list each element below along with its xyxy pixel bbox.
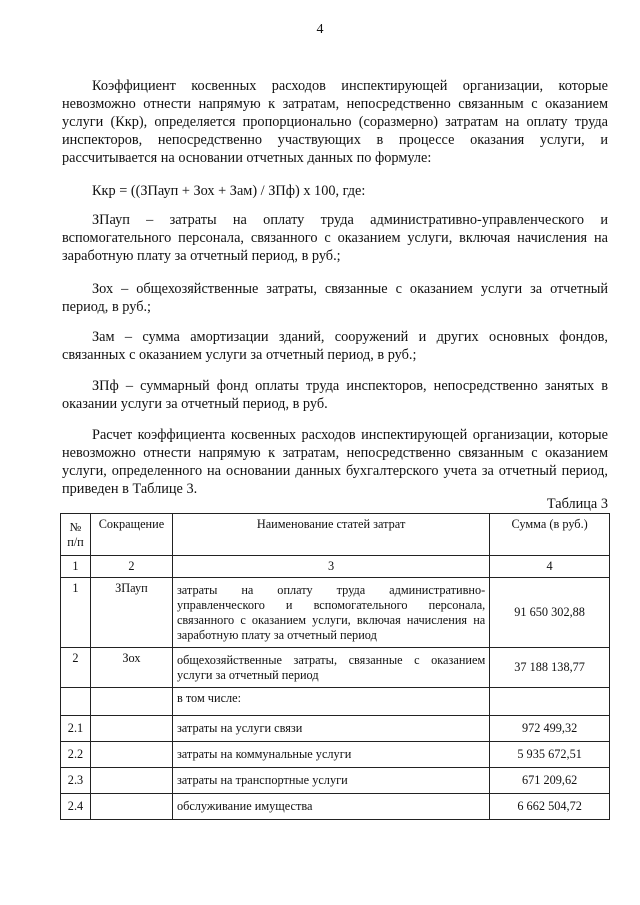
row-num: 2.4 — [61, 794, 91, 820]
paragraph-zoh: Зох – общехозяйственные затраты, связанные с оказанием услуги за отчетный период, в руб.; — [62, 281, 608, 315]
row-abbr — [90, 742, 172, 768]
index-cell: 2 — [90, 556, 172, 578]
row-sum: 972 499,32 — [490, 716, 610, 742]
row-name: затраты на оплату труда административно-управленческого и вспомогательного персонала, связанного с оказанием услуги, включая начисления на заработную плату за отчетный период — [172, 578, 489, 648]
row-name: обслуживание имущества — [172, 794, 489, 820]
header-name: Наименование статей затрат — [172, 514, 489, 556]
row-num: 2.3 — [61, 768, 91, 794]
table-row — [61, 578, 610, 648]
row-num: 2 — [61, 648, 91, 688]
table-row — [61, 716, 610, 742]
row-abbr — [90, 768, 172, 794]
formula: Ккр = ((ЗПауп + Зох + Зам) / ЗПф) х 100, где: — [92, 183, 366, 199]
row-num — [61, 688, 91, 716]
header-abbr: Сокращение — [90, 514, 172, 556]
row-num: 2.1 — [61, 716, 91, 742]
row-num: 1 — [61, 578, 91, 648]
table-caption: Таблица 3 — [546, 496, 608, 512]
table-header-row — [61, 514, 610, 556]
row-name: общехозяйственные затраты, связанные с оказанием услуги за отчетный период — [172, 648, 489, 688]
paragraph-zpf: ЗПф – суммарный фонд оплаты труда инспекторов, непосредственно занятых в оказании услуги за отчетный период, в руб. — [62, 378, 608, 412]
header-sum: Сумма (в руб.) — [490, 514, 610, 556]
row-name: в том числе: — [172, 688, 489, 716]
header-num: № п/п — [61, 514, 91, 556]
index-cell: 1 — [61, 556, 91, 578]
table-row — [61, 768, 610, 794]
paragraph-intro: Коэффициент косвенных расходов инспектирующей организации, которые невозможно отнести напрямую к затратам, непосредственно связанным с оказанием услуги (Ккр), определяется пропорционально (соразмерно) затратам на оплату труда инспекторов, непосредственно участвующих в процессе оказания услуги, и рассчитывается на основании отчетных данных по формуле: — [62, 78, 608, 166]
row-num: 2.2 — [61, 742, 91, 768]
row-sum: 6 662 504,72 — [490, 794, 610, 820]
row-abbr: ЗПауп — [90, 578, 172, 648]
table-row — [61, 742, 610, 768]
cost-table — [60, 513, 610, 820]
row-sum: 37 188 138,77 — [490, 648, 610, 688]
row-sum: 5 935 672,51 — [490, 742, 610, 768]
table-row — [61, 688, 610, 716]
row-sum — [490, 688, 610, 716]
paragraph-calc: Расчет коэффициента косвенных расходов инспектирующей организации, которые невозможно отнести напрямую к затратам, непосредственно связанным с оказанием услуги, определенного на основании данных бухгалтерского учета за отчетный период, приведен в Таблице 3. — [62, 427, 608, 497]
paragraph-zpaup: ЗПауп – затраты на оплату труда административно-управленческого и вспомогательного персонала, связанного с оказанием услуги, включая начисления на заработную плату за отчетный период, в руб.; — [62, 212, 608, 264]
row-sum: 671 209,62 — [490, 768, 610, 794]
row-sum: 91 650 302,88 — [490, 578, 610, 648]
row-abbr — [90, 794, 172, 820]
page-number: 4 — [316, 22, 324, 37]
table-row — [61, 648, 610, 688]
row-name: затраты на транспортные услуги — [172, 768, 489, 794]
table-row — [61, 794, 610, 820]
row-abbr — [90, 688, 172, 716]
row-abbr: Зох — [90, 648, 172, 688]
index-cell: 3 — [172, 556, 489, 578]
table-index-row — [61, 556, 610, 578]
row-name: затраты на услуги связи — [172, 716, 489, 742]
row-name: затраты на коммунальные услуги — [172, 742, 489, 768]
paragraph-zam: Зам – сумма амортизации зданий, сооружений и других основных фондов, связанных с оказанием услуги за отчетный период, в руб.; — [62, 329, 608, 363]
row-abbr — [90, 716, 172, 742]
index-cell: 4 — [490, 556, 610, 578]
